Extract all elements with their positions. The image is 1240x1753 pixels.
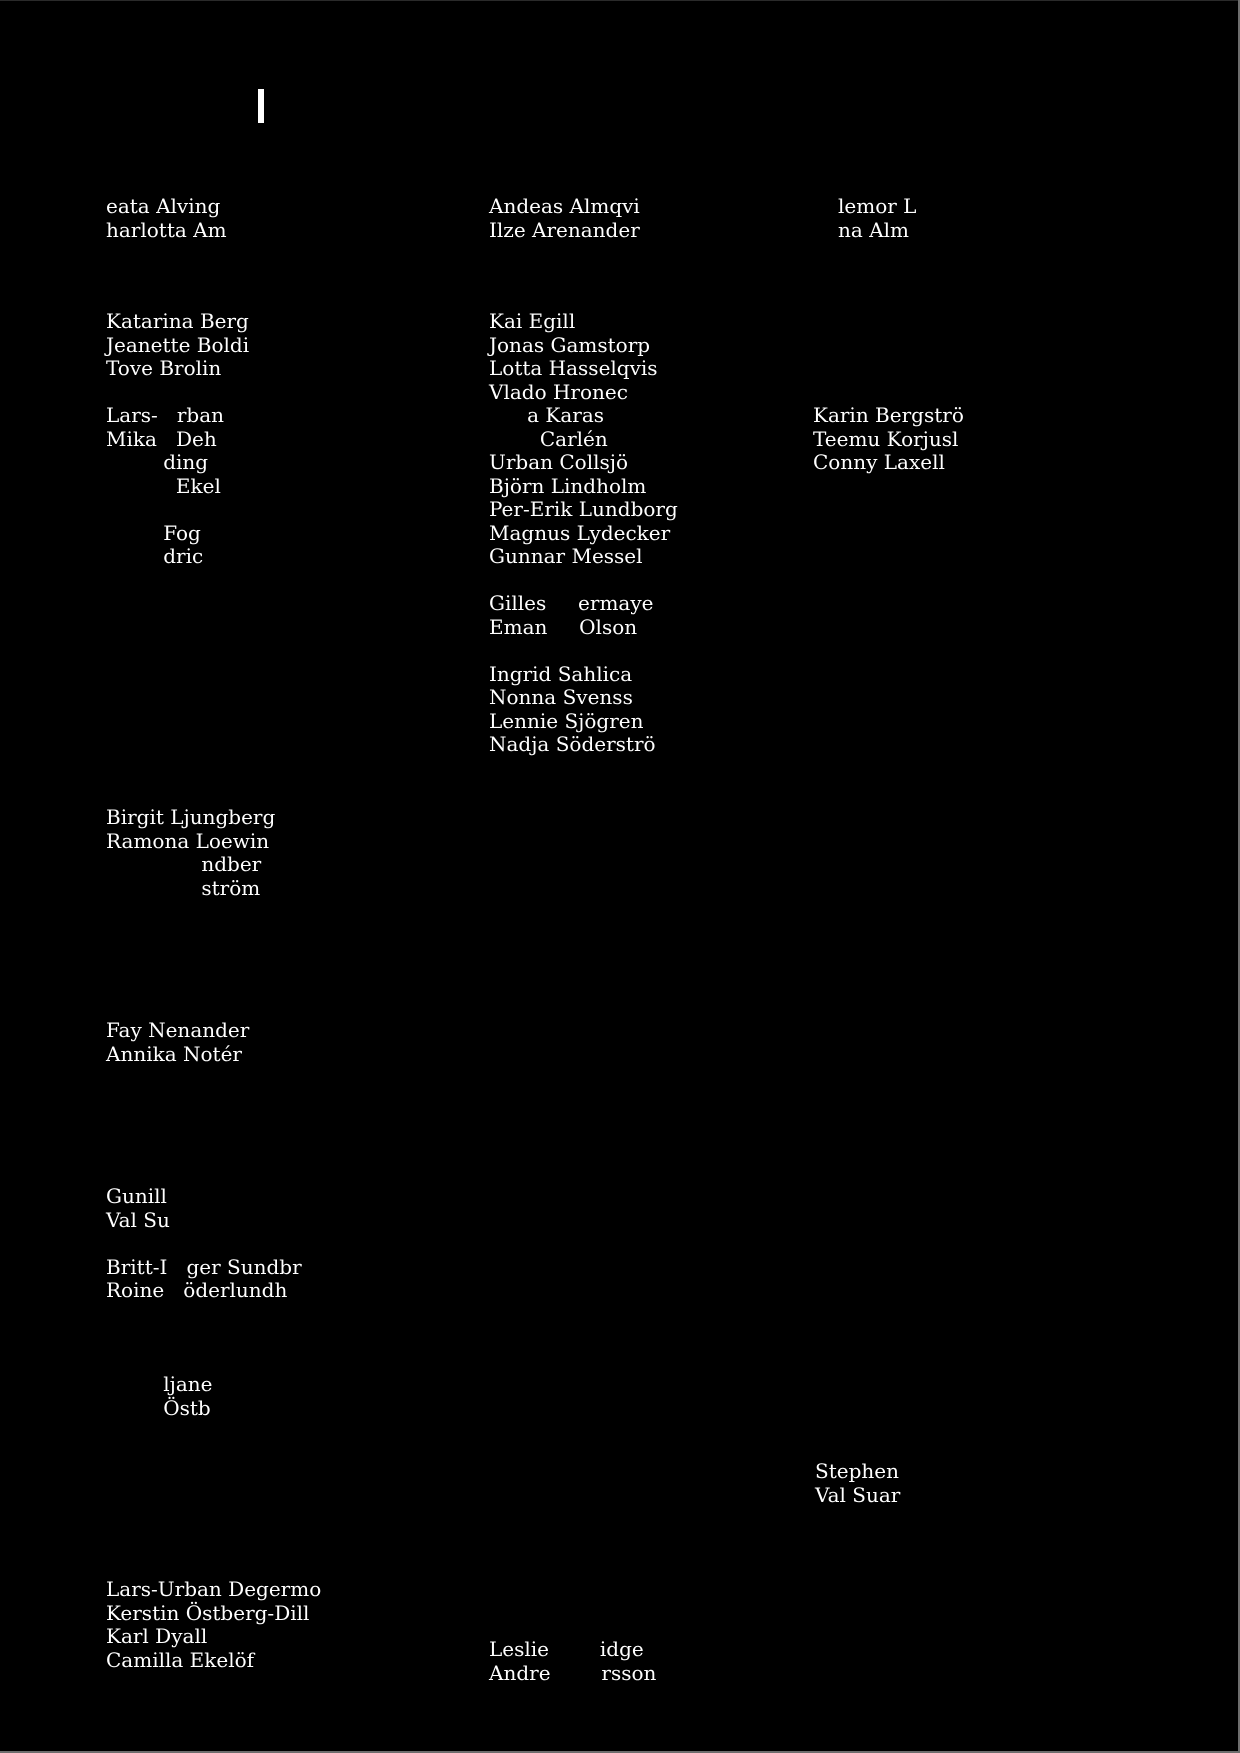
name-line: Ingrid Sahlica bbox=[489, 661, 633, 686]
name-line: Fay Nenander bbox=[106, 1018, 250, 1042]
col1-group6 bbox=[106, 1019, 249, 1066]
name-line: Annika Notér bbox=[106, 1041, 242, 1066]
name-line: na Alm bbox=[838, 217, 909, 242]
name-line: Katarina Berg bbox=[106, 309, 249, 333]
name-line: Britt-I ger Sundbr bbox=[106, 1254, 302, 1279]
name-line: Magnus Lydecker bbox=[489, 520, 671, 545]
name-line: Per-Erik Lundborg bbox=[489, 497, 678, 521]
name-line: a Karas bbox=[489, 403, 605, 427]
name-line: Lars- rban bbox=[106, 403, 225, 427]
name-line: Teemu Korjusl bbox=[813, 426, 959, 451]
name-line: Gunnar Messel bbox=[489, 544, 643, 568]
name-line: Lars-Urban Degermo bbox=[106, 1577, 322, 1601]
col1-group10 bbox=[106, 1578, 321, 1672]
col1-group1 bbox=[106, 195, 227, 242]
name-line: lemor L bbox=[838, 194, 917, 218]
col1-group7 bbox=[106, 1185, 302, 1303]
col3-group1 bbox=[838, 195, 916, 242]
name-line: Urban Collsjö bbox=[489, 450, 629, 474]
col2-group2 bbox=[489, 310, 678, 757]
name-line: ndber bbox=[106, 852, 262, 876]
col2-group5 bbox=[489, 1638, 656, 1685]
name-line: Ekel bbox=[106, 473, 221, 498]
name-line: Gilles ermaye bbox=[489, 591, 654, 615]
name-line: Andre rsson bbox=[489, 1660, 657, 1685]
name-line: Jonas Gamstorp bbox=[489, 332, 651, 357]
name-line: Lotta Hasselqvis bbox=[489, 356, 658, 380]
name-line: Conny Laxell bbox=[813, 450, 945, 474]
name-line: eata Alving bbox=[106, 194, 221, 218]
name-line: Östb bbox=[106, 1395, 211, 1420]
name-line: Eman Olson bbox=[489, 614, 638, 639]
name-line: ding bbox=[106, 450, 209, 474]
name-line: Andeas Almqvi bbox=[489, 194, 640, 218]
name-line: Ramona Loewin bbox=[106, 828, 270, 853]
name-line: Roine öderlundh bbox=[106, 1278, 288, 1302]
name-line: Gunill bbox=[106, 1184, 167, 1208]
name-line: Ilze Arenander bbox=[489, 217, 640, 242]
name-line: Nonna Svenss bbox=[489, 685, 633, 709]
name-line: Jeanette Boldi bbox=[106, 332, 250, 357]
name-line: Camilla Ekelöf bbox=[106, 1647, 255, 1672]
name-line: Mika Deh bbox=[106, 426, 217, 451]
name-line: dric bbox=[106, 544, 204, 568]
col3-group2 bbox=[813, 404, 964, 475]
name-line: Fog bbox=[106, 520, 201, 545]
name-line: ljane bbox=[106, 1372, 213, 1396]
col2-group1 bbox=[489, 195, 640, 242]
name-line: Birgit Ljungberg bbox=[106, 805, 276, 829]
name-line: Kai Egill bbox=[489, 309, 576, 333]
name-line: Val Suar bbox=[815, 1482, 901, 1507]
col3-group3 bbox=[815, 1460, 900, 1507]
name-line: Tove Brolin bbox=[106, 356, 222, 380]
name-line: Vlado Hronec bbox=[489, 379, 628, 404]
name-line: harlotta Am bbox=[106, 217, 227, 242]
name-line: Nadja Söderströ bbox=[489, 732, 656, 756]
heading-bar-mark bbox=[258, 89, 264, 123]
name-line: Karin Bergströ bbox=[813, 403, 964, 427]
name-line: Lennie Sjögren bbox=[489, 708, 644, 733]
name-line: Val Su bbox=[106, 1207, 170, 1232]
name-line: Kerstin Östberg-Dill bbox=[106, 1600, 310, 1625]
name-line: ström bbox=[106, 875, 261, 900]
name-line: Leslie idge bbox=[489, 1637, 644, 1661]
name-line: Björn Lindholm bbox=[489, 473, 647, 498]
col1-group9 bbox=[106, 1373, 212, 1420]
col1-group2 bbox=[106, 310, 249, 569]
name-line: Stephen bbox=[815, 1459, 899, 1483]
name-line: Karl Dyall bbox=[106, 1624, 208, 1648]
scan-top-edge bbox=[0, 0, 1240, 1]
col1-group5 bbox=[106, 806, 275, 900]
name-line: Carlén bbox=[489, 426, 608, 451]
